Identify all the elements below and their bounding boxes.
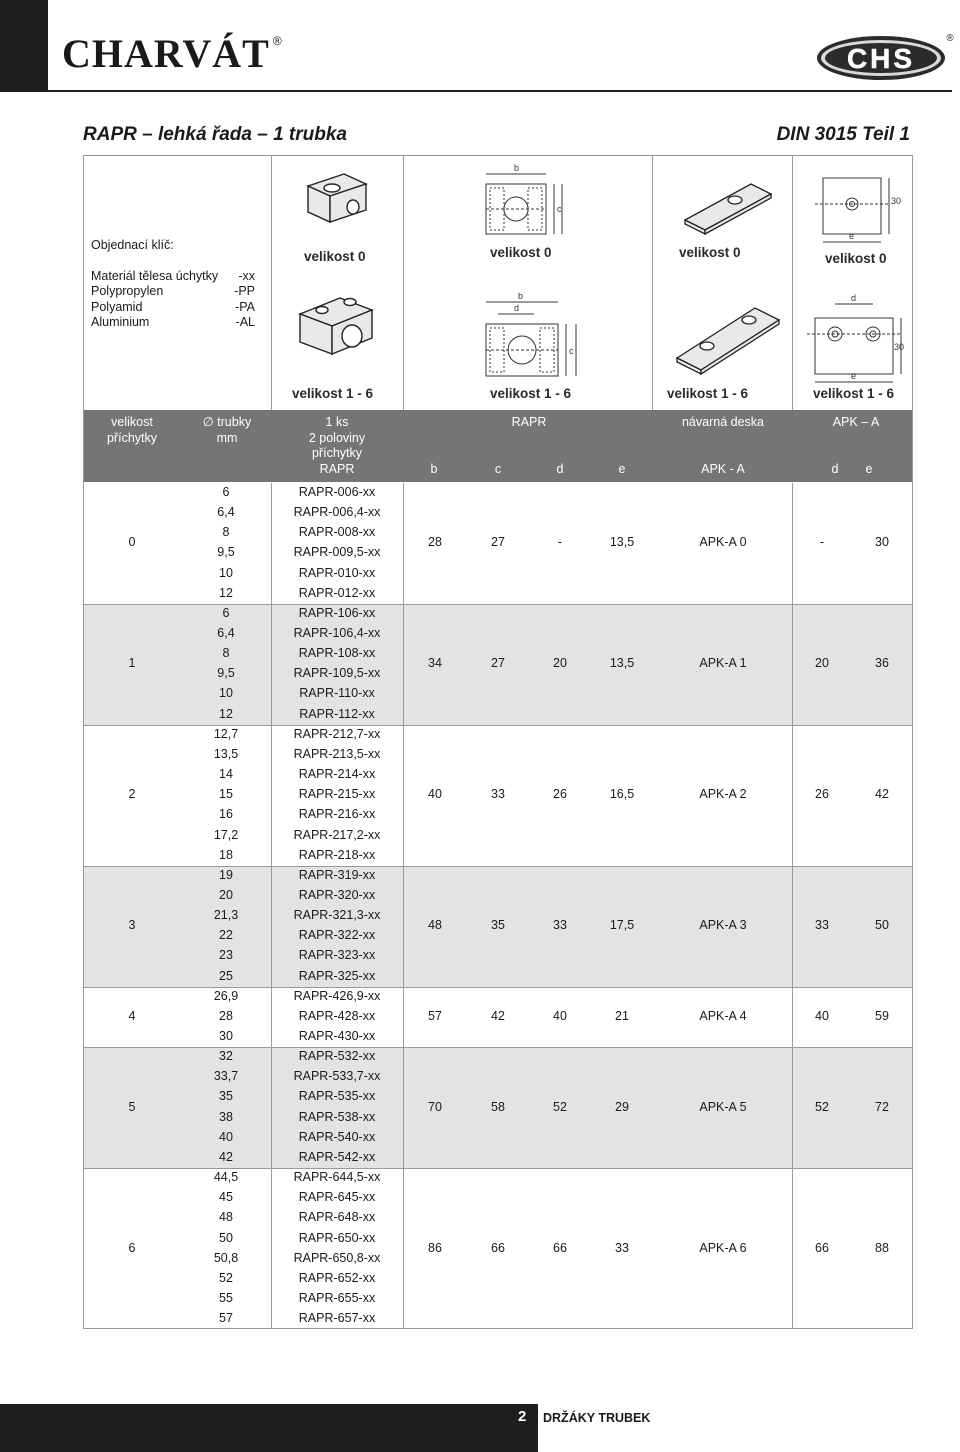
- tube-diameter: 10: [219, 686, 233, 701]
- group-apk-e: 72: [875, 1099, 889, 1114]
- group-apk-e: 42: [875, 787, 889, 802]
- tube-diameter: 55: [219, 1290, 233, 1305]
- group-c: 42: [491, 1008, 505, 1023]
- part-number: RAPR-008-xx: [298, 525, 376, 540]
- group-size: 5: [128, 1099, 136, 1114]
- chs-logo-mark: ®: [946, 33, 954, 44]
- part-number: RAPR-110-xx: [299, 686, 375, 701]
- group-apk-d: 66: [815, 1240, 829, 1255]
- size-group: [84, 987, 912, 1047]
- part-number: RAPR-538-xx: [298, 1109, 376, 1124]
- rapr-technical-drawing: [406, 160, 650, 408]
- tube-diameter: 48: [219, 1210, 233, 1225]
- part-number: RAPR-320-xx: [298, 887, 376, 902]
- group-e: 16,5: [609, 787, 635, 802]
- part-number: RAPR-644,5-xx: [293, 1170, 381, 1185]
- tube-diameter: 25: [219, 968, 233, 983]
- page-title: RAPR – lehká řada – 1 trubka: [83, 124, 347, 145]
- group-b: 57: [428, 1008, 442, 1023]
- header-black-block: [0, 0, 48, 92]
- part-number: RAPR-009,5-xx: [293, 545, 381, 560]
- caption-size1-6: velikost 1 - 6: [292, 386, 374, 401]
- page-number: 2: [518, 1408, 527, 1425]
- header-rule: [48, 90, 952, 92]
- th-e: e: [618, 462, 626, 476]
- order-key-material: Polypropylen: [91, 284, 164, 299]
- caption-plate-size0: velikost 0: [679, 245, 741, 260]
- group-b: 40: [428, 787, 442, 802]
- group-size: 2: [128, 787, 136, 802]
- group-b: 70: [428, 1099, 442, 1114]
- part-number: RAPR-319-xx: [298, 867, 376, 882]
- apk-technical-drawing: [795, 160, 911, 408]
- tube-diameter: 18: [219, 847, 233, 862]
- th-b: b: [430, 462, 438, 476]
- group-e: 21: [615, 1008, 629, 1023]
- group-e: 29: [615, 1099, 629, 1114]
- size-group: [84, 725, 912, 866]
- group-apk-d: 33: [815, 918, 829, 933]
- tube-diameter: 16: [219, 807, 233, 822]
- part-number: RAPR-657-xx: [298, 1311, 376, 1326]
- caption-rapr-size1-6: velikost 1 - 6: [490, 386, 572, 401]
- tube-diameter: 12,7: [213, 726, 239, 741]
- standard-title: DIN 3015 Teil 1: [776, 124, 910, 145]
- dim-b-bottom: b: [518, 291, 524, 301]
- order-key-code: -xx: [238, 268, 255, 283]
- part-number: RAPR-426,9-xx: [293, 988, 381, 1003]
- group-apk-d: 40: [815, 1008, 829, 1023]
- chs-logo-text: CHS: [846, 43, 916, 74]
- apk-dim-30-bottom: 30: [894, 342, 905, 352]
- clamp-drawing: [274, 160, 400, 408]
- tube-diameter: 42: [219, 1149, 233, 1164]
- size-group: [84, 1168, 912, 1329]
- dim-d-bottom: d: [514, 303, 520, 313]
- order-key-code: -PA: [235, 299, 255, 314]
- group-b: 48: [428, 918, 442, 933]
- group-apk-e: 59: [875, 1008, 889, 1023]
- group-e: 33: [615, 1240, 629, 1255]
- rapr-drawing: [406, 160, 650, 408]
- part-number: RAPR-112-xx: [299, 706, 375, 721]
- tube-diameter: 6: [222, 485, 230, 499]
- order-key-material: Materiál tělesa úchytky: [91, 268, 219, 283]
- caption-size0: velikost 0: [304, 249, 366, 264]
- tube-diameter: 12: [219, 706, 233, 721]
- chs-logo: [815, 26, 955, 86]
- size-group: [84, 1047, 912, 1168]
- tube-diameter: 40: [219, 1129, 233, 1144]
- group-c: 58: [491, 1099, 505, 1114]
- th-apk-e: e: [865, 462, 873, 476]
- group-size: 6: [128, 1240, 136, 1255]
- group-plate: APK-A 3: [699, 918, 747, 933]
- caption-apk-size1-6: velikost 1 - 6: [813, 386, 895, 401]
- th-plate: návarná deska: [681, 415, 764, 429]
- part-number: RAPR-006,4-xx: [293, 505, 381, 520]
- group-e: 13,5: [609, 656, 635, 671]
- tube-diameter: 6,4: [217, 626, 235, 641]
- part-number: RAPR-325-xx: [298, 968, 376, 983]
- tube-diameter: 32: [219, 1049, 233, 1064]
- tube-diameter: 52: [219, 1270, 233, 1285]
- part-number: RAPR-010-xx: [298, 565, 376, 580]
- tube-diameter: 15: [219, 787, 233, 802]
- group-d: 40: [553, 1008, 567, 1023]
- tube-diameter: 35: [219, 1089, 233, 1104]
- tube-diameter: 28: [219, 1008, 233, 1023]
- part-number: RAPR-532-xx: [298, 1049, 376, 1064]
- tube-diameter: 23: [219, 948, 233, 963]
- group-apk-d: 52: [815, 1099, 829, 1114]
- size-group: [84, 866, 912, 987]
- th-apk: APK – A: [832, 415, 880, 429]
- th-size: velikost příchytky: [106, 415, 157, 445]
- part-number: RAPR-321,3-xx: [293, 908, 381, 923]
- group-apk-d: -: [819, 535, 825, 550]
- th-c: c: [494, 462, 502, 476]
- group-apk-e: 88: [875, 1240, 889, 1255]
- th-apk-d: d: [831, 462, 839, 476]
- group-b: 34: [428, 656, 442, 671]
- dim-c-top: c: [557, 204, 562, 214]
- clamp-illustration: [274, 160, 400, 408]
- group-d: 20: [553, 656, 567, 671]
- group-plate: APK-A 1: [699, 656, 747, 671]
- apk-dim-e-bottom: e: [851, 371, 857, 381]
- tube-diameter: 50,8: [213, 1250, 239, 1265]
- order-key-material: Polyamid: [91, 299, 143, 314]
- group-c: 27: [491, 535, 505, 550]
- tube-diameter: 8: [222, 646, 230, 661]
- part-number: RAPR-645-xx: [298, 1190, 376, 1205]
- dim-c-bottom: c: [569, 346, 574, 356]
- tube-diameter: 45: [219, 1190, 233, 1205]
- group-c: 33: [491, 787, 505, 802]
- part-number: RAPR-533,7-xx: [293, 1069, 381, 1084]
- part-number: RAPR-650,8-xx: [293, 1250, 381, 1265]
- group-e: 13,5: [609, 535, 635, 550]
- part-number: RAPR-213,5-xx: [293, 746, 381, 761]
- part-number: RAPR-650-xx: [298, 1230, 376, 1245]
- group-plate: APK-A 0: [699, 535, 747, 550]
- tube-diameter: 10: [219, 565, 233, 580]
- caption-apk-size0: velikost 0: [825, 251, 887, 266]
- group-c: 66: [491, 1240, 505, 1255]
- part-number: RAPR-108-xx: [298, 646, 376, 661]
- tube-diameter: 30: [219, 1029, 233, 1044]
- th-plate-sub: APK - A: [701, 462, 745, 476]
- tube-diameter: 44,5: [213, 1170, 239, 1185]
- apk-dim-30-top: 30: [891, 196, 902, 206]
- table-header: [84, 410, 912, 482]
- weld-plate-drawing: [655, 160, 789, 408]
- tube-diameter: 17,2: [213, 827, 239, 842]
- group-plate: APK-A 4: [699, 1008, 747, 1023]
- tube-diameter: 57: [219, 1311, 233, 1326]
- part-number: RAPR-109,5-xx: [293, 666, 381, 681]
- part-number: RAPR-652-xx: [298, 1270, 376, 1285]
- caption-rapr-size0: velikost 0: [490, 245, 552, 260]
- part-number: RAPR-428-xx: [298, 1008, 376, 1023]
- group-size: 3: [128, 918, 136, 933]
- group-plate: APK-A 5: [699, 1099, 747, 1114]
- tube-diameter: 20: [219, 887, 233, 902]
- group-d: 52: [553, 1099, 567, 1114]
- part-number: RAPR-216-xx: [298, 807, 376, 822]
- part-number: RAPR-218-xx: [298, 847, 376, 862]
- tube-diameter: 6,4: [217, 505, 235, 520]
- group-c: 35: [491, 918, 505, 933]
- apk-dim-e-top: e: [849, 231, 855, 241]
- group-c: 27: [491, 656, 505, 671]
- tube-diameter: 50: [219, 1230, 233, 1245]
- size-group: [84, 604, 912, 725]
- th-d: d: [556, 462, 564, 476]
- order-key-code: -AL: [235, 315, 255, 330]
- part-number: RAPR-542-xx: [298, 1149, 376, 1164]
- part-number: RAPR-535-xx: [298, 1089, 376, 1104]
- order-key-row: [91, 284, 255, 300]
- group-d: 66: [553, 1240, 567, 1255]
- th-part: 1 ks 2 poloviny příchytky RAPR: [308, 415, 366, 476]
- group-size: 0: [128, 535, 136, 550]
- tube-diameter: 33,7: [213, 1069, 239, 1084]
- group-b: 28: [428, 535, 442, 550]
- part-number: RAPR-106,4-xx: [293, 626, 381, 641]
- apk-dim-d: d: [851, 293, 857, 303]
- part-number: RAPR-006-xx: [298, 485, 376, 499]
- dim-b-top: b: [514, 163, 520, 173]
- apk-drawing: [795, 160, 911, 408]
- group-apk-d: 26: [815, 787, 829, 802]
- footer-section: DRŽÁKY TRUBEK: [543, 1411, 651, 1425]
- tube-diameter: 26,9: [213, 988, 239, 1003]
- tube-diameter: 21,3: [213, 908, 239, 923]
- group-d: 33: [553, 918, 567, 933]
- tube-diameter: 19: [219, 867, 233, 882]
- order-key: [91, 238, 255, 331]
- group-size: 4: [128, 1008, 136, 1023]
- part-number: RAPR-217,2-xx: [293, 827, 381, 842]
- group-apk-d: 20: [815, 656, 829, 671]
- th-tube: ∅ trubky mm: [202, 415, 252, 445]
- tube-diameter: 9,5: [217, 545, 235, 560]
- part-number: RAPR-655-xx: [298, 1290, 376, 1305]
- group-e: 17,5: [609, 918, 635, 933]
- th-rapr: RAPR: [511, 415, 547, 429]
- order-key-material: Aluminium: [91, 315, 150, 330]
- group-plate: APK-A 2: [699, 787, 747, 802]
- group-apk-e: 36: [875, 656, 889, 671]
- tube-diameter: 22: [219, 928, 233, 943]
- tube-diameter: 14: [219, 767, 233, 782]
- group-b: 86: [428, 1240, 442, 1255]
- tube-diameter: 8: [222, 525, 230, 540]
- group-d: -: [557, 535, 563, 550]
- order-key-row: [91, 315, 255, 331]
- group-size: 1: [128, 656, 136, 671]
- brand-name: CHARVÁT ®: [62, 31, 283, 76]
- caption-plate-size1-6: velikost 1 - 6: [667, 386, 749, 401]
- part-number: RAPR-648-xx: [298, 1210, 376, 1225]
- group-apk-e: 50: [875, 918, 889, 933]
- part-number: RAPR-215-xx: [298, 787, 376, 802]
- group-d: 26: [553, 787, 567, 802]
- part-number: RAPR-106-xx: [298, 605, 376, 620]
- tube-diameter: 13,5: [213, 746, 239, 761]
- part-number: RAPR-212,7-xx: [293, 726, 381, 741]
- group-plate: APK-A 6: [699, 1240, 747, 1255]
- group-apk-e: 30: [875, 535, 889, 550]
- product-table: [83, 155, 913, 1329]
- part-number: RAPR-214-xx: [298, 767, 376, 782]
- part-number: RAPR-012-xx: [298, 585, 376, 600]
- part-number: RAPR-430-xx: [298, 1029, 376, 1044]
- weld-plate-illustration: [655, 160, 789, 408]
- tube-diameter: 6: [222, 605, 230, 620]
- tube-diameter: 12: [219, 585, 233, 600]
- tube-diameter: 9,5: [217, 666, 235, 681]
- order-key-row: [91, 269, 255, 285]
- part-number: RAPR-323-xx: [298, 948, 376, 963]
- part-number: RAPR-540-xx: [298, 1129, 376, 1144]
- order-key-label: Objednací klíč:: [91, 238, 174, 252]
- tube-diameter: 38: [219, 1109, 233, 1124]
- size-group: [84, 483, 912, 604]
- order-key-row: [91, 300, 255, 316]
- part-number: RAPR-322-xx: [298, 928, 376, 943]
- order-key-code: -PP: [234, 284, 255, 299]
